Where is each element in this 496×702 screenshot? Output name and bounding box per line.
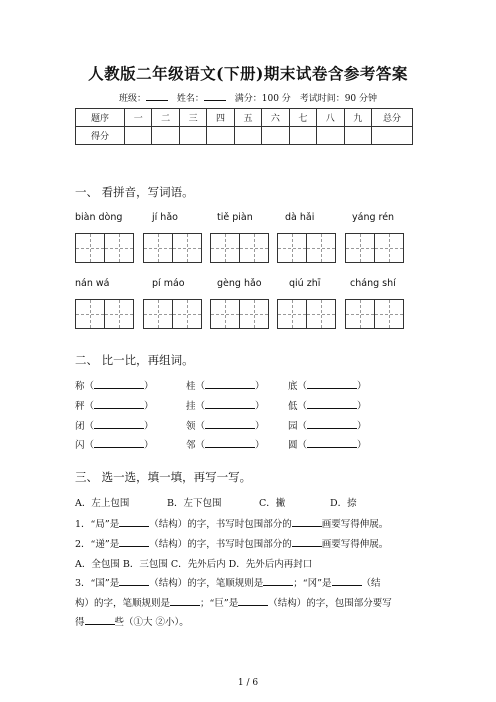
answer-blank[interactable] [307,437,357,448]
answer-blank[interactable] [307,398,357,409]
word-item: 秤（ ） [75,398,154,412]
score-cell[interactable] [317,127,344,145]
word-item: 桂（ ） [186,378,265,392]
pinyin: nán wá [75,278,110,289]
class-blank[interactable] [146,91,168,101]
answer-blank[interactable] [205,378,255,389]
answer-blank[interactable] [307,378,357,389]
word-item: 称（ ） [75,378,154,392]
word-item: 闪（ ） [75,437,154,451]
answer-blank[interactable] [263,575,293,586]
header-cell: 题序 [76,109,125,127]
answer-blank[interactable] [119,575,149,586]
score-cell[interactable] [207,127,234,145]
header-cell: 二 [152,109,179,127]
answer-blank[interactable] [205,418,255,429]
pinyin: qiú zhī [289,278,321,289]
pinyin: yáng rén [352,212,395,223]
score-cell[interactable] [372,127,413,145]
score-cell[interactable] [179,127,206,145]
word-item: 圆（ ） [288,437,367,451]
score-cell[interactable] [152,127,179,145]
header-cell: 六 [262,109,289,127]
score-table [75,108,413,145]
score-cell[interactable] [262,127,289,145]
pinyin: biàn dòng [75,212,123,223]
word-item: 邻（ ） [186,437,265,451]
answer-blank[interactable] [332,575,362,586]
question-3-line3: 得 些（①大 ②小）。 [75,614,189,628]
answer-blank[interactable] [307,418,357,429]
answer-blank[interactable] [292,536,322,547]
score-cell[interactable] [234,127,261,145]
word-item: 闭（ ） [75,418,154,432]
page-number: 1 / 6 [237,678,259,688]
pinyin: gèng hǎo [217,278,262,289]
name-blank[interactable] [204,91,226,101]
option: D．捺 [330,498,357,509]
class-label: 班级： [118,94,146,104]
word-item: 挂（ ） [186,398,265,412]
pinyin: dà hǎi [285,212,315,223]
answer-blank[interactable] [238,595,268,606]
word-item: 园（ ） [288,418,367,432]
options-2: A．全包围 B．三包围 C．先外后内 D．先外后内再封口 [75,559,313,570]
tianzi-grid[interactable] [277,233,336,263]
word-item: 领（ ） [186,418,265,432]
pinyin: cháng shí [350,278,396,289]
answer-blank[interactable] [94,437,144,448]
header-cell: 三 [179,109,206,127]
question-3-line1: 3．“国”是 （结构）的字，笔顺规则是 ；“冈”是 （结 [75,575,381,589]
tianzi-grid[interactable] [75,233,134,263]
full-score: 满分：100 分 [234,94,291,104]
tianzi-grid[interactable] [210,299,269,329]
score-cell[interactable] [125,127,152,145]
word-item: 底（ ） [288,378,367,392]
question-2: 2．“递”是 （结构）的字，书写时包围部分的 画要写得伸展。 [75,536,388,550]
row-label: 得分 [76,127,125,145]
header-cell: 总分 [372,109,413,127]
answer-blank[interactable] [292,516,322,527]
header-cell: 五 [234,109,261,127]
score-table-header [76,109,413,127]
word-item: 低（ ） [288,398,367,412]
header-cell: 九 [344,109,372,127]
tianzi-grid[interactable] [75,299,134,329]
header-cell: 一 [125,109,152,127]
tianzi-grid[interactable] [277,299,336,329]
option: A．左上包围 [75,498,130,509]
section2-heading: 二、 比一比，再组词。 [75,353,194,367]
answer-blank[interactable] [94,418,144,429]
pinyin: pí máo [152,278,185,289]
answer-blank[interactable] [205,398,255,409]
tianzi-grid[interactable] [210,233,269,263]
tianzi-grid[interactable] [345,299,404,329]
section3-heading: 三、 选一选，填一填，再写一写。 [75,470,252,484]
pinyin: tiě piàn [217,212,253,223]
answer-blank[interactable] [119,536,149,547]
document-title: 人教版二年级语文(下册)期末试卷含参考答案 [88,64,408,83]
exam-info [0,91,496,104]
name-label: 姓名： [176,94,204,104]
answer-blank[interactable] [170,595,200,606]
answer-blank[interactable] [94,398,144,409]
answer-blank[interactable] [94,378,144,389]
question-1: 1．“局”是 （结构）的字，书写时包围部分的 画要写得伸展。 [75,516,388,530]
score-cell[interactable] [289,127,316,145]
pinyin: jí hǎo [152,212,178,223]
tianzi-grid[interactable] [345,233,404,263]
score-table-row [76,127,413,145]
header-cell: 七 [289,109,316,127]
tianzi-grid[interactable] [143,233,202,263]
header-cell: 八 [317,109,344,127]
score-cell[interactable] [344,127,372,145]
tianzi-grid[interactable] [143,299,202,329]
section1-heading: 一、 看拼音，写词语。 [75,185,194,199]
option: C．撇 [259,498,286,509]
answer-blank[interactable] [205,437,255,448]
header-cell: 四 [207,109,234,127]
answer-blank[interactable] [119,516,149,527]
option: B．左下包围 [167,498,222,509]
answer-blank[interactable] [85,614,115,625]
exam-time: 考试时间：90 分钟 [299,94,378,104]
question-3-line2: 构）的字，笔顺规则是 ；“巨”是 （结构）的字，包围部分要写 [75,595,392,609]
